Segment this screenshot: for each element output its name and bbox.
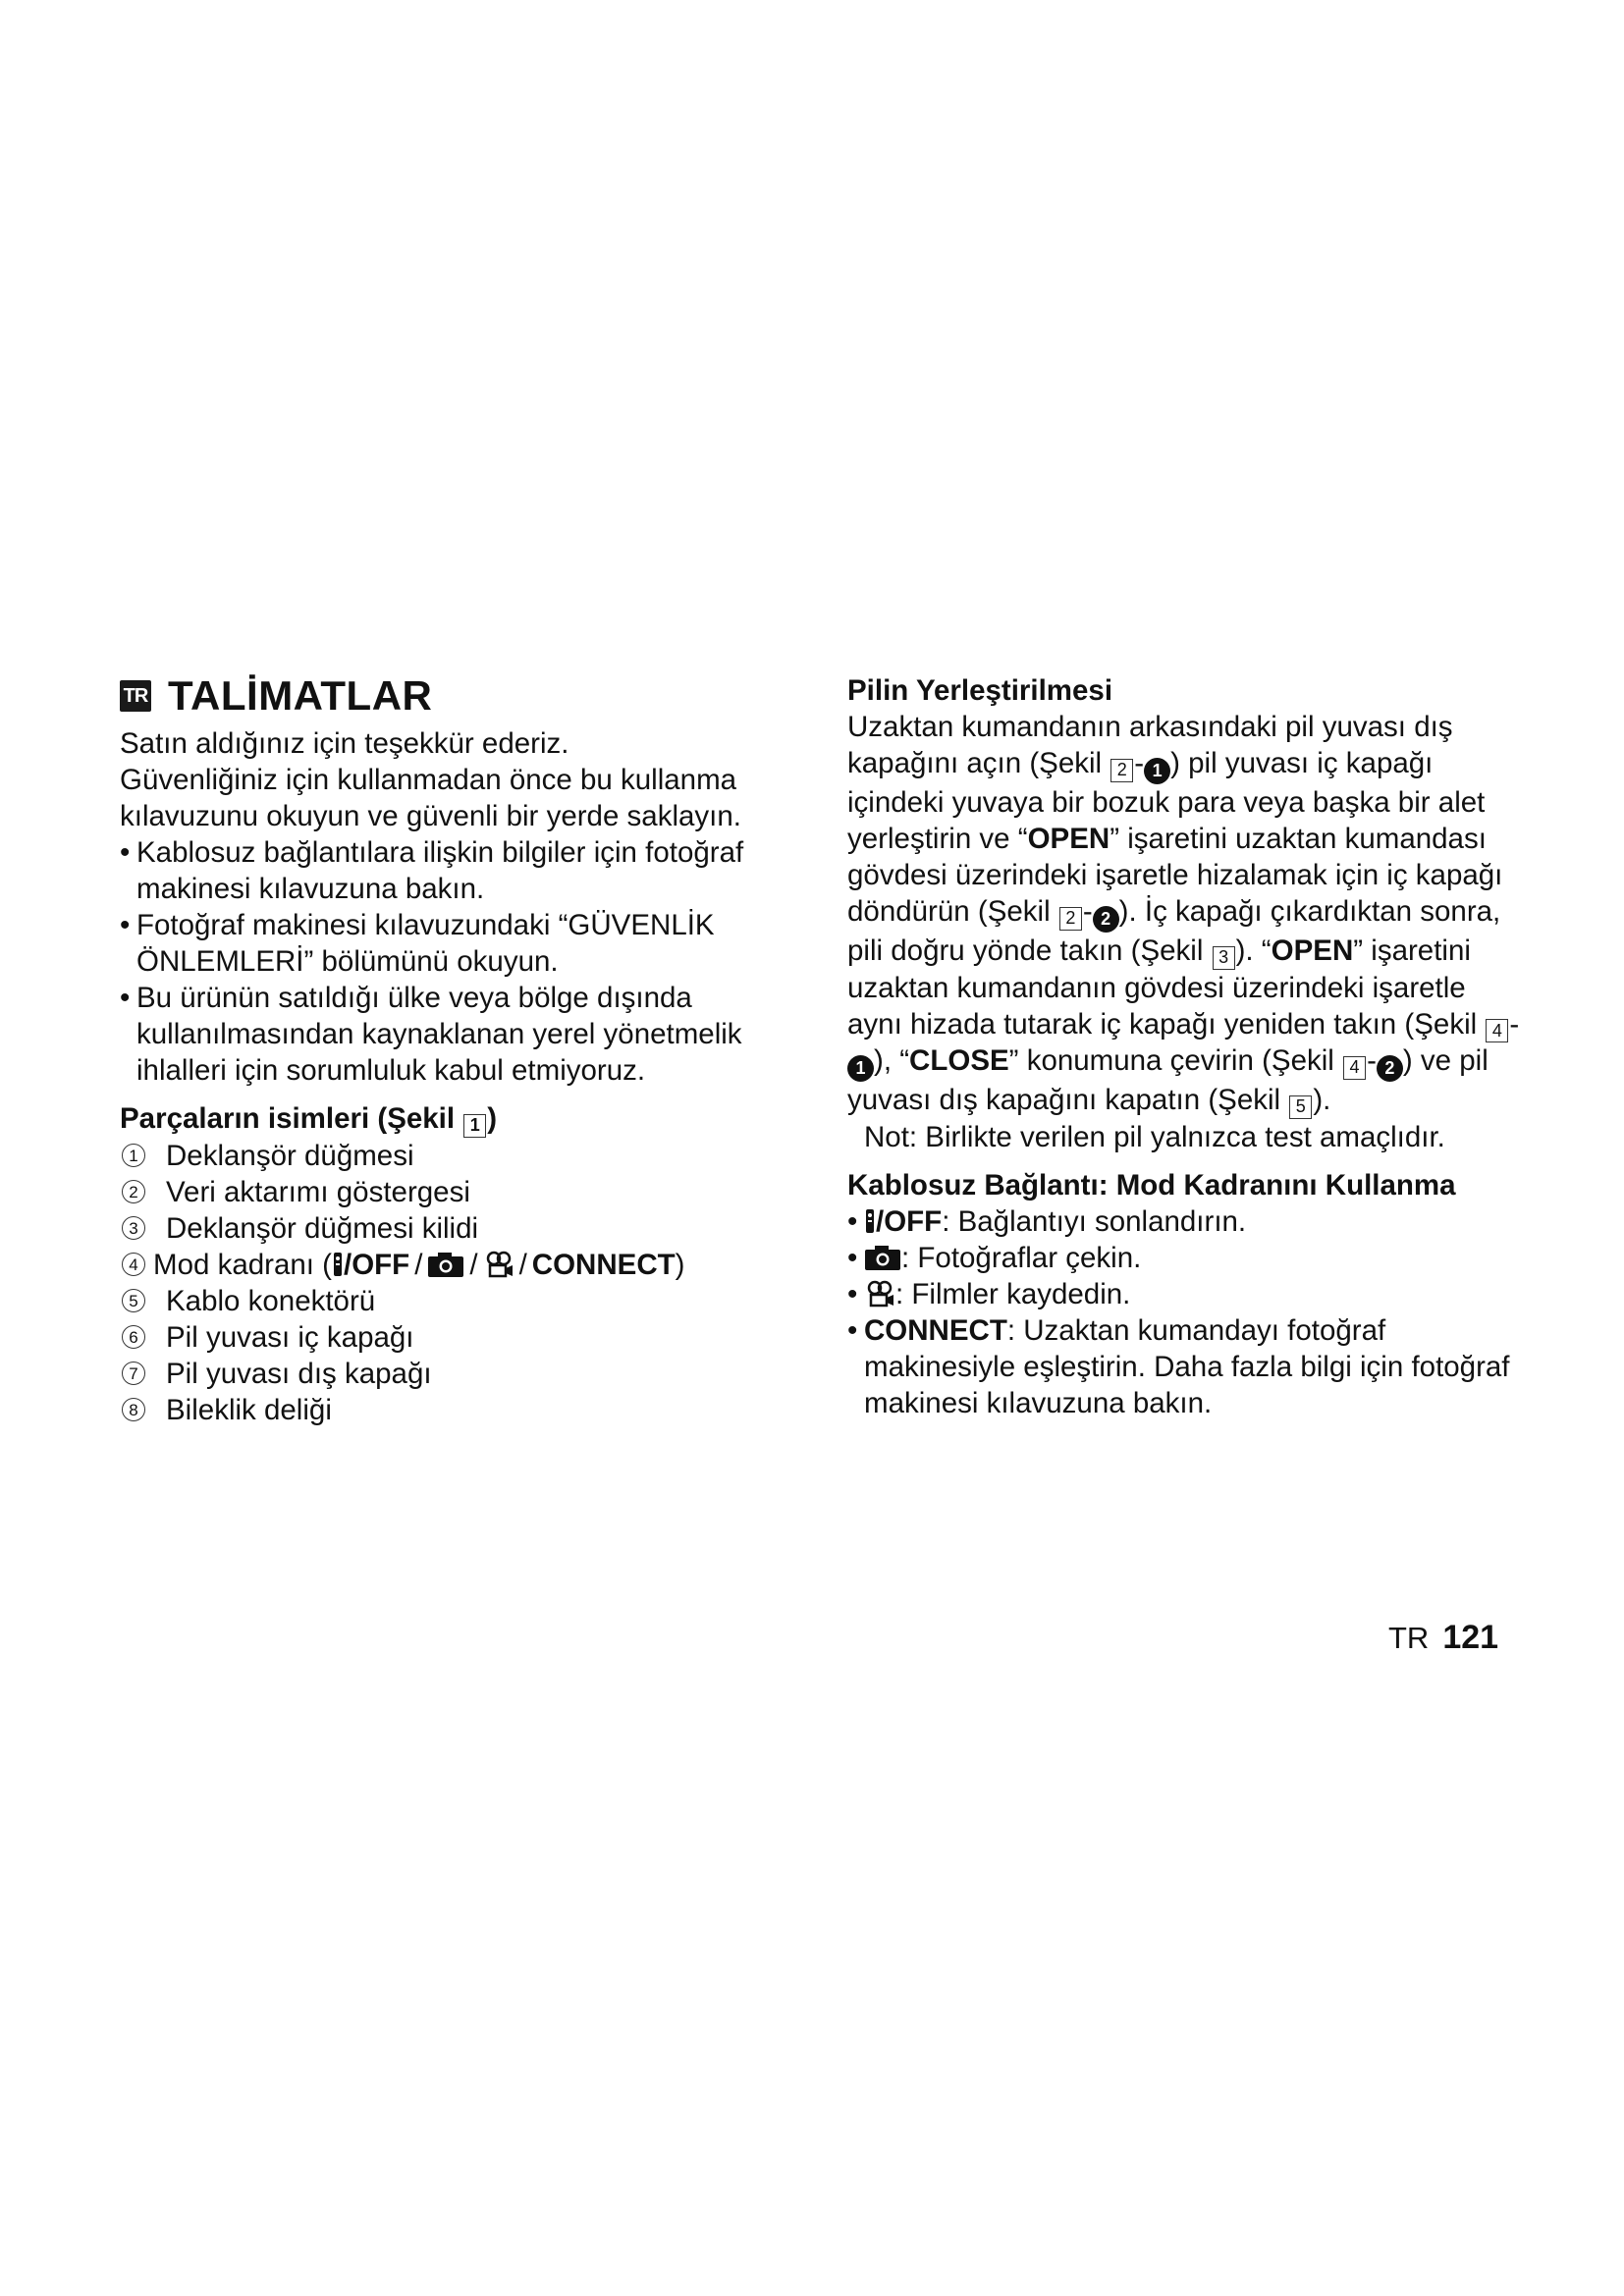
off-description: : Bağlantıyı sonlandırın. bbox=[942, 1204, 1247, 1238]
part-label: Kablo konektörü bbox=[166, 1284, 376, 1317]
language-badge: TR bbox=[120, 680, 151, 712]
wireless-item-movie bbox=[847, 1276, 1525, 1312]
intro-bullet bbox=[120, 907, 797, 980]
page-title: TALİMATLAR bbox=[168, 672, 433, 719]
step-number-icon: 2 bbox=[1377, 1055, 1403, 1082]
figure-ref: 4 bbox=[1343, 1056, 1366, 1080]
step-number-icon: 1 bbox=[847, 1055, 874, 1082]
figure-ref: 3 bbox=[1213, 946, 1235, 970]
parts-item bbox=[120, 1356, 797, 1392]
part-label: Veri aktarımı göstergesi bbox=[166, 1175, 470, 1208]
left-column bbox=[120, 672, 797, 1428]
parts-item bbox=[120, 1138, 797, 1174]
mode-off-label: /OFF bbox=[344, 1248, 410, 1281]
wireless-item-connect bbox=[847, 1312, 1525, 1421]
part-label: Pil yuvası dış kapağı bbox=[166, 1357, 432, 1390]
right-column bbox=[847, 672, 1525, 1421]
wireless-item-off bbox=[847, 1203, 1525, 1240]
intro-bullet bbox=[120, 834, 797, 907]
remote-icon bbox=[864, 1207, 876, 1235]
parts-item bbox=[120, 1174, 797, 1210]
page-footer bbox=[1388, 1619, 1498, 1657]
battery-text: ” konumuna çevirin (Şekil bbox=[1008, 1044, 1343, 1077]
close-label: CLOSE bbox=[909, 1044, 1009, 1077]
wireless-heading: Kablosuz Bağlantı: Mod Kadranını Kullanma bbox=[847, 1168, 1456, 1201]
battery-text: ), “ bbox=[874, 1044, 910, 1077]
part-number-icon: 2 bbox=[122, 1180, 145, 1203]
page-number: 121 bbox=[1442, 1619, 1499, 1656]
part-number-icon: 3 bbox=[122, 1216, 145, 1240]
parts-heading bbox=[120, 1100, 797, 1138]
battery-note: Not: Birlikte verilen pil yalnızca test amaçlıdır. bbox=[864, 1120, 1445, 1153]
off-label: /OFF bbox=[876, 1204, 943, 1238]
parts-heading-text: Parçaların isimleri (Şekil bbox=[120, 1102, 463, 1135]
step-number-icon: 2 bbox=[1093, 906, 1119, 933]
battery-text: ) pil yuvası iç kapağı içindeki yuvaya bir bozuk para veya başka bir alet yerleştirin ve “ bbox=[847, 747, 1486, 855]
mode-connect-label: CONNECT bbox=[531, 1248, 676, 1281]
battery-instructions: Uzaktan kumandanın arkasındaki pil yuvası dış kapağını açın (Şekil 2 - 1 ) pil yuvası iç kapağı içindeki yuvaya bir bozuk para veya başka bir alet yerleştirin ve “OPEN” işaretini uzaktan kumandası gövdesi üzerindeki işaretle hizalamak için iç kapağı döndürün (Şekil 2 - 2 ). İç kapağı çıkardıktan sonra, pili doğru yönde takın (Şekil 3 ). “OPEN” işaretini uzaktan kumandanın gövdesi üzerindeki işaretle aynı hizada tutarak iç kapağı yeniden takın (Şekil 4 -1 ), “CLOSE” konumuna çevirin (Şekil 4 - 2 ) ve pil yuvası dış kapağını kapatın (Şekil 5 ). bbox=[847, 709, 1525, 1119]
parts-heading-end: ) bbox=[487, 1102, 498, 1135]
figure-ref: 1 bbox=[463, 1114, 486, 1138]
camera-icon bbox=[864, 1244, 901, 1271]
bullet-icon: • bbox=[847, 1313, 858, 1347]
part-number-icon: 4 bbox=[122, 1253, 145, 1276]
wireless-item-photo bbox=[847, 1240, 1525, 1276]
separator: / bbox=[414, 1248, 423, 1281]
battery-heading: Pilin Yerleştirilmesi bbox=[847, 674, 1113, 707]
wireless-item-text bbox=[864, 1276, 1525, 1312]
battery-text: ” işaretini uzaktan kumandanın gövdesi üzerindeki işaretle aynı hizada tutarak iç kapağı yeniden takın (Şekil bbox=[847, 934, 1486, 1041]
part-number-icon: 8 bbox=[122, 1398, 145, 1421]
bullet-icon: • bbox=[847, 1204, 858, 1238]
step-number-icon: 1 bbox=[1144, 758, 1170, 784]
remote-icon bbox=[332, 1251, 344, 1278]
bullet-icon: • bbox=[120, 982, 131, 1014]
intro-bullet bbox=[120, 980, 797, 1089]
connect-label: CONNECT bbox=[864, 1313, 1007, 1347]
part-label: Deklanşör düğmesi kilidi bbox=[166, 1211, 479, 1245]
separator: / bbox=[518, 1248, 527, 1281]
part-number-icon: 1 bbox=[122, 1144, 145, 1167]
mode-close: ) bbox=[675, 1248, 685, 1281]
movie-camera-icon bbox=[483, 1251, 514, 1278]
parts-item-mode-dial bbox=[120, 1247, 797, 1283]
bullet-icon: • bbox=[847, 1241, 858, 1274]
camera-icon bbox=[427, 1251, 464, 1278]
battery-text: ) ve pil yuvası dış kapağını kapatın (Şekil bbox=[847, 1044, 1489, 1116]
separator: / bbox=[469, 1248, 478, 1281]
parts-item bbox=[120, 1392, 797, 1428]
intro-bullet-text: Fotoğraf makinesi kılavuzundaki “GÜVENLİK ÖNLEMLERİ” bölümünü okuyun. bbox=[136, 909, 715, 978]
bullet-icon: • bbox=[120, 909, 131, 941]
part-label: Deklanşör düğmesi bbox=[166, 1139, 414, 1172]
title-row bbox=[120, 672, 797, 720]
intro-thanks: Satın aldığınız için teşekkür ederiz. bbox=[120, 727, 569, 760]
parts-item bbox=[120, 1210, 797, 1247]
part-number-icon: 5 bbox=[122, 1289, 145, 1312]
parts-item bbox=[120, 1283, 797, 1319]
figure-ref: 5 bbox=[1289, 1095, 1312, 1119]
part-label: Bileklik deliği bbox=[166, 1393, 332, 1426]
part-label: Pil yuvası iç kapağı bbox=[166, 1320, 414, 1354]
battery-text: Uzaktan kumandanın arkasındaki pil yuvası dış kapağını açın (Şekil bbox=[847, 711, 1453, 779]
intro-safety: Güvenliğiniz için kullanmadan önce bu kullanma kılavuzunu okuyun ve güvenli bir yerde saklayın. bbox=[120, 764, 741, 832]
part-number-icon: 6 bbox=[122, 1325, 145, 1349]
part-label: Mod kadranı ( bbox=[153, 1248, 332, 1281]
footer-language: TR bbox=[1388, 1621, 1430, 1655]
photo-description: : Fotoğraflar çekin. bbox=[901, 1241, 1142, 1274]
movie-description: : Filmler kaydedin. bbox=[895, 1277, 1131, 1310]
wireless-item-text bbox=[864, 1203, 1525, 1240]
battery-text: ). İç kapağı çıkardıktan sonra, pili doğru yönde takın (Şekil bbox=[847, 895, 1501, 967]
figure-ref: 2 bbox=[1110, 759, 1133, 782]
bullet-icon: • bbox=[847, 1277, 858, 1310]
open-label: OPEN bbox=[1027, 823, 1110, 855]
wireless-item-text bbox=[864, 1240, 1525, 1276]
intro-bullet-text: Bu ürünün satıldığı ülke veya bölge dışında kullanılmasından kaynaklanan yerel yönetmelik ihlalleri için sorumluluk kabul etmiyoruz. bbox=[136, 982, 742, 1087]
movie-camera-icon bbox=[864, 1280, 895, 1308]
open-label: OPEN bbox=[1271, 934, 1354, 967]
intro-bullet-text: Kablosuz bağlantılara ilişkin bilgiler için fotoğraf makinesi kılavuzuna bakın. bbox=[136, 836, 744, 905]
battery-text: ” işaretini uzaktan kumandası gövdesi üzerindeki işaretle hizalamak için iç kapağı döndürün (Şekil bbox=[847, 823, 1503, 928]
bullet-icon: • bbox=[120, 836, 131, 869]
battery-text: ). bbox=[1313, 1084, 1331, 1116]
connect-description: : Uzaktan kumandayı fotoğraf makinesiyle eşleştirin. Daha fazla bilgi için fotoğraf makinesi kılavuzuna bakın. bbox=[864, 1313, 1510, 1419]
figure-ref: 2 bbox=[1059, 907, 1082, 931]
battery-text: ). “ bbox=[1235, 934, 1272, 967]
part-number-icon: 7 bbox=[122, 1362, 145, 1385]
wireless-item-text bbox=[864, 1312, 1525, 1421]
figure-ref: 4 bbox=[1486, 1019, 1508, 1042]
parts-item bbox=[120, 1319, 797, 1356]
